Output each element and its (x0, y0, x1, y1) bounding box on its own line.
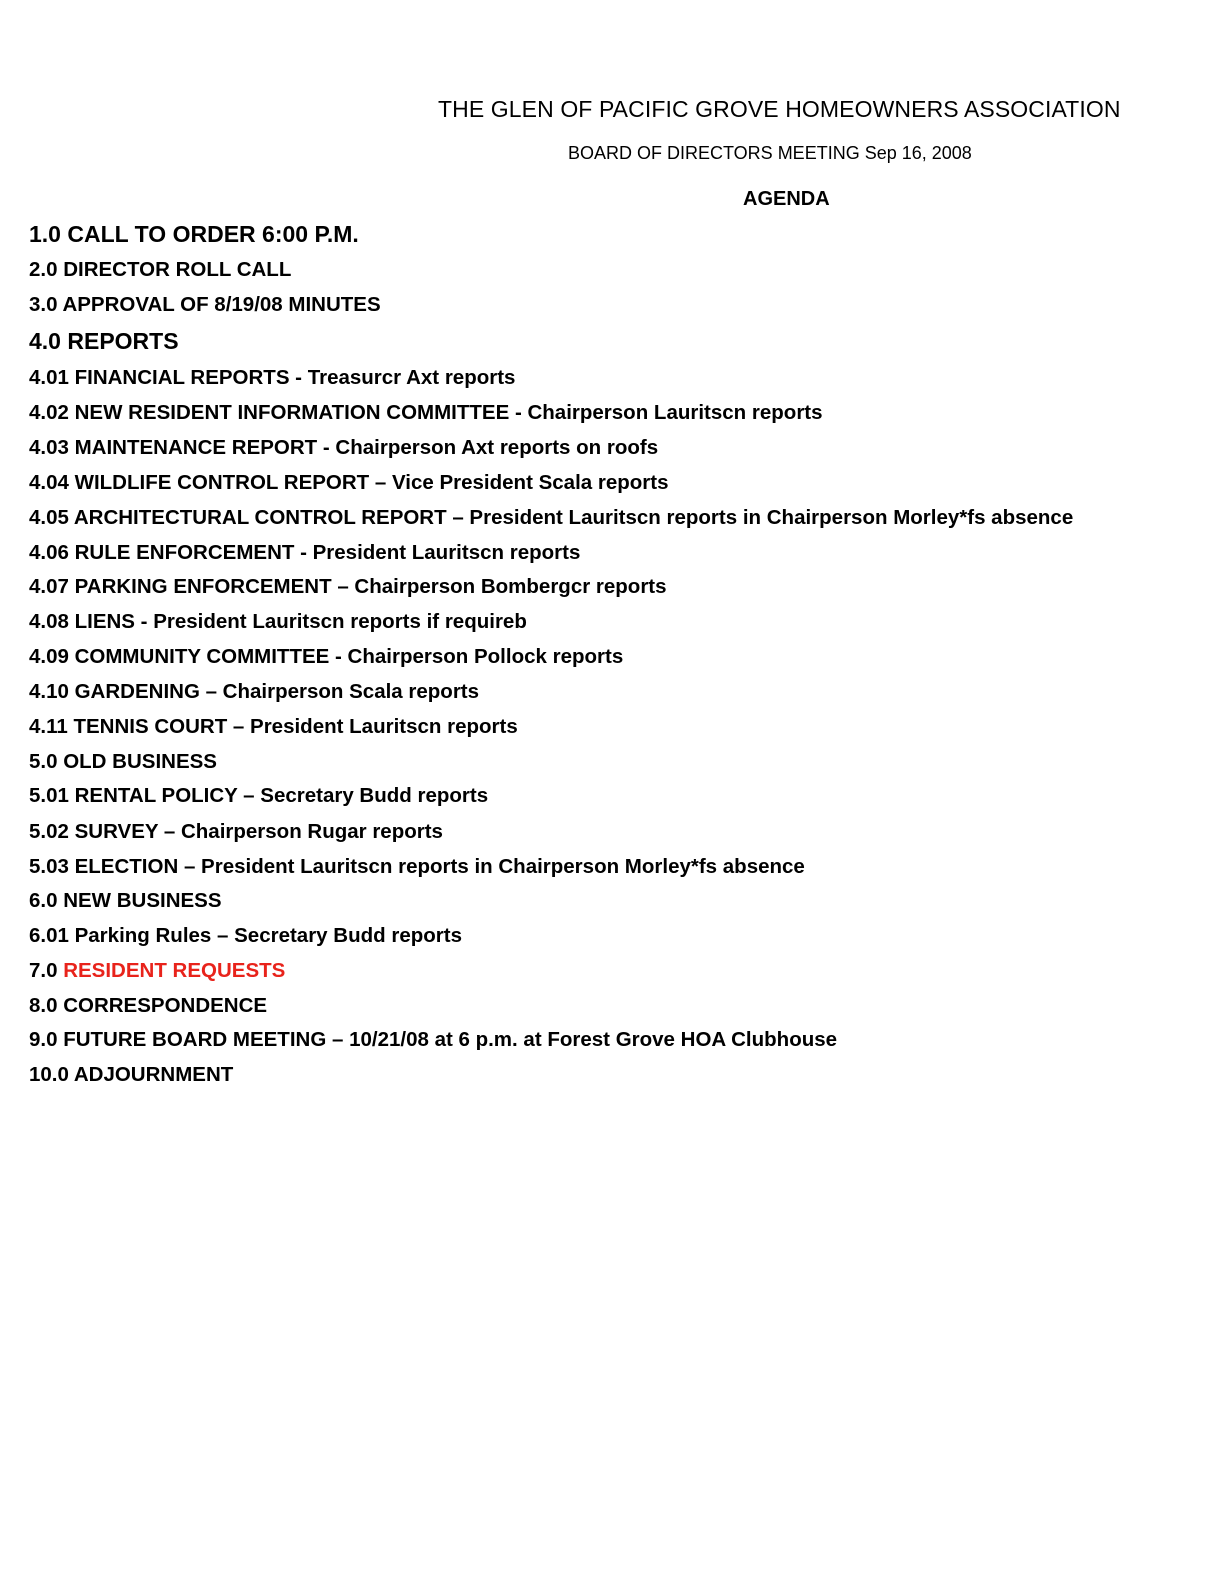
agenda-item-number: 4.04 (29, 471, 69, 494)
agenda-item-number: 4.03 (29, 436, 69, 459)
agenda-item-number: 5.0 (29, 750, 58, 773)
agenda-item-number: 3.0 (29, 293, 58, 316)
agenda-item-rule-enforcement (29, 541, 580, 565)
agenda-item-number: 5.02 (29, 820, 69, 843)
agenda-item-text: RULE ENFORCEMENT - President Lauritscn reports (74, 541, 581, 564)
org-title: THE GLEN OF PACIFIC GROVE HOMEOWNERS ASSOCIATION (438, 96, 1121, 122)
agenda-item-text: RENTAL POLICY – Secretary Budd reports (74, 784, 489, 807)
agenda-item-text: NEW BUSINESS (63, 889, 222, 912)
agenda-item-resident-requests (29, 959, 285, 983)
agenda-item-text: OLD BUSINESS (63, 750, 217, 773)
agenda-item-text: ADJOURNMENT (73, 1063, 234, 1086)
agenda-item-number: 5.01 (29, 784, 69, 807)
agenda-item-number: 7.0 (29, 959, 58, 982)
agenda-item-text: CALL TO ORDER 6:00 P.M. (67, 221, 359, 247)
agenda-item-number: 10.0 (29, 1063, 69, 1086)
agenda-item-correspondence (29, 994, 267, 1018)
agenda-item-call-to-order (29, 221, 359, 248)
agenda-item-old-business (29, 750, 217, 774)
agenda-item-election (29, 855, 805, 879)
agenda-item-community-committee (29, 645, 623, 669)
agenda-item-number: 9.0 (29, 1028, 58, 1051)
agenda-item-number: 6.0 (29, 889, 58, 912)
meeting-line: BOARD OF DIRECTORS MEETING Sep 16, 2008 (568, 143, 972, 163)
agenda-item-number: 6.01 (29, 924, 69, 947)
agenda-item-number: 4.05 (29, 506, 69, 529)
agenda-item-text: COMMUNITY COMMITTEE - Chairperson Pollock reports (74, 645, 624, 668)
agenda-item-text: SURVEY – Chairperson Rugar reports (74, 820, 443, 843)
agenda-item-tennis-court (29, 715, 518, 739)
agenda-item-text: CORRESPONDENCE (63, 994, 268, 1017)
agenda-heading: AGENDA (743, 188, 830, 210)
agenda-item-number: 4.10 (29, 680, 69, 703)
agenda-item-maintenance (29, 436, 658, 460)
agenda-item-new-business (29, 889, 222, 913)
agenda-item-number: 4.09 (29, 645, 69, 668)
agenda-item-parking-rules (29, 924, 462, 948)
agenda-item-text: LIENS - President Lauritscn reports if requireb (74, 610, 527, 633)
agenda-item-number: 4.08 (29, 610, 69, 633)
agenda-item-text: ARCHITECTURAL CONTROL REPORT – President Lauritscn reports in Chairperson Morley*fs absence (73, 506, 1074, 529)
agenda-item-text: GARDENING – Chairperson Scala reports (74, 680, 480, 703)
agenda-item-rental-policy (29, 784, 488, 808)
agenda-item-text-highlighted: RESIDENT REQUESTS (63, 959, 286, 982)
agenda-item-financial-reports (29, 366, 515, 390)
agenda-item-number: 8.0 (29, 994, 58, 1017)
agenda-item-text: TENNIS COURT – President Lauritscn reports (73, 715, 518, 738)
agenda-item-future-meeting (29, 1028, 837, 1052)
agenda-item-number: 4.07 (29, 575, 69, 598)
agenda-item-wildlife-control (29, 471, 669, 495)
agenda-item-survey (29, 820, 443, 844)
agenda-item-adjournment (29, 1063, 233, 1087)
agenda-item-parking-enforcement (29, 575, 667, 599)
agenda-item-new-resident-info (29, 401, 823, 425)
agenda-item-text: APPROVAL OF 8/19/08 MINUTES (62, 293, 381, 316)
agenda-item-text: ELECTION – President Lauritscn reports in Chairperson Morley*fs absence (74, 855, 805, 878)
agenda-item-text: REPORTS (67, 328, 179, 354)
agenda-item-text: FINANCIAL REPORTS - Treasurcr Axt reports (74, 366, 516, 389)
agenda-item-number: 4.0 (29, 328, 61, 354)
agenda-item-text: NEW RESIDENT INFORMATION COMMITTEE - Chairperson Lauritscn reports (74, 401, 823, 424)
agenda-item-text: DIRECTOR ROLL CALL (63, 258, 292, 281)
agenda-item-architectural-control (29, 506, 1073, 530)
agenda-item-number: 1.0 (29, 221, 61, 247)
agenda-item-liens (29, 610, 527, 634)
agenda-item-number: 5.03 (29, 855, 69, 878)
agenda-item-text: Parking Rules – Secretary Budd reports (74, 924, 462, 947)
agenda-item-text: WILDLIFE CONTROL REPORT – Vice President Scala reports (74, 471, 669, 494)
agenda-item-approval-minutes (29, 293, 381, 317)
agenda-item-text: PARKING ENFORCEMENT – Chairperson Bombergcr reports (74, 575, 667, 598)
agenda-item-number: 4.06 (29, 541, 69, 564)
agenda-item-number: 4.02 (29, 401, 69, 424)
agenda-item-number: 2.0 (29, 258, 58, 281)
agenda-item-gardening (29, 680, 479, 704)
agenda-item-number: 4.11 (29, 715, 68, 738)
agenda-item-text: FUTURE BOARD MEETING – 10/21/08 at 6 p.m. at Forest Grove HOA Clubhouse (63, 1028, 838, 1051)
agenda-item-roll-call (29, 258, 291, 282)
agenda-item-number: 4.01 (29, 366, 69, 389)
agenda-item-reports (29, 328, 179, 355)
agenda-item-text: MAINTENANCE REPORT - Chairperson Axt reports on roofs (74, 436, 659, 459)
